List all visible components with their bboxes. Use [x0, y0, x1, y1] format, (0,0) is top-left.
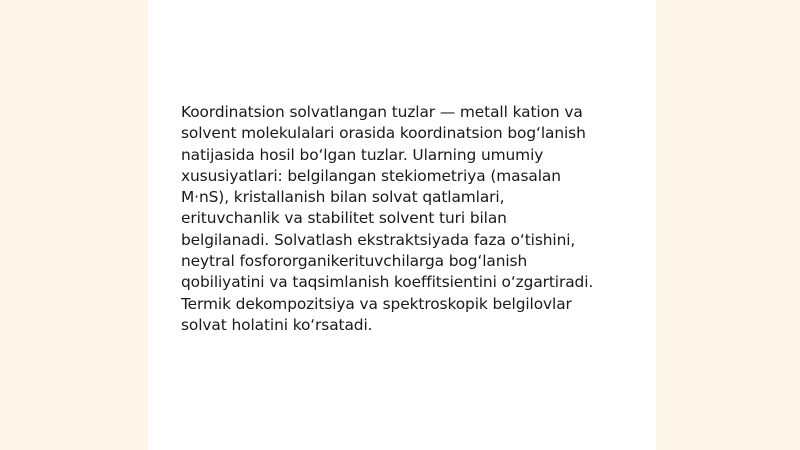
paragraph-line: belgilanadi. Solvatlash ekstraktsiyada faza o‘tishini, [181, 230, 576, 249]
paragraph-line: neytral fosfororganikerituvchilarga bog‘lanish [181, 252, 528, 271]
paragraph-line: erituvchanlik va stabilitet solvent turi bilan [181, 209, 507, 228]
paragraph-line: M·nS), kristallanish bilan solvat qatlamlari, [181, 188, 505, 207]
paragraph-line: solvat holatini ko‘rsatadi. [181, 315, 373, 334]
paragraph-line: qobiliyatini va taqsimlanish koeffitsientini o‘zgartiradi. [181, 273, 594, 292]
paragraph-line: natijasida hosil bo‘lgan tuzlar. Ularning umumiy [181, 145, 544, 164]
body-paragraph [181, 102, 631, 336]
paragraph-line: Termik dekompozitsiya va spektroskopik belgilovlar [181, 294, 572, 313]
paragraph-line: solvent molekulalari orasida koordinatsion bog‘lanish [181, 124, 586, 143]
paragraph-line: xususiyatlari: belgilangan stekiometriya (masalan [181, 166, 561, 185]
document-page [148, 0, 656, 450]
paragraph-line: Koordinatsion solvatlangan tuzlar — metall kation va [181, 103, 583, 121]
